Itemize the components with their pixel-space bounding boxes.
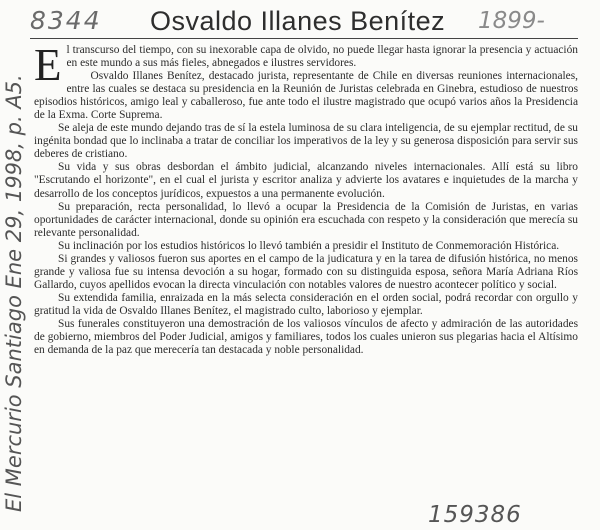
handwritten-source-note: El Mercurio Santiago Ene 29, 1998, p. A5.: [2, 74, 26, 512]
article-title: Osvaldo Illanes Benítez: [150, 6, 446, 36]
article-paragraph: Sus funerales constituyeron una demostración de los valiosos vínculos de afecto y admiración de las autoridades de gobierno, miembros del Poder Judicial, amigos y familiares, todos los cuales unieron sus plegarias hacia el Altísimo en demanda de la paz que merecería tan destacada y noble personalidad.: [34, 317, 578, 357]
article-paragraph: [34, 40, 578, 90]
article-paragraph: Su inclinación por los estudios históricos lo llevó también a presidir el Instituto de Conmemoración Histórica.: [58, 239, 560, 252]
article-paragraph: Su extendida familia, enraizada en la más selecta consideración en el orden social, podrá recordar con orgullo y gratitud la vida de Osvaldo Illanes Benítez, el magistrado culto, laborioso y ejemplar.: [34, 291, 578, 317]
article-paragraph: Se aleja de este mundo dejando tras de sí la estela luminosa de su clara inteligencia, de su ejemplar rectitud, de su ingénita bondad que lo inclinaba a tratar de conciliar los imperativos de la ley y su generosa disposición para servir sus deberes de cristiano.: [34, 122, 578, 161]
title-rule: [30, 38, 578, 39]
paragraph-text: l transcurso del tiempo, con su inexorable capa de olvido, no puede llegar hasta ignorar la presencia y actuación en este mundo a sus más fieles, abnegados e ilustres servidores.: [66, 44, 578, 70]
article-paragraph: Osvaldo Illanes Benítez, destacado jurista, representante de Chile en diversas reuniones internacionales, entre las cuales se destaca su presidencia en la Reunión de Juristas celebrada en Ginebra, estudioso de nuestros episodios históricos, amigo leal y caballeroso, fue ante todo el ilustre magistrado que ocupó varios años la Presidencia de la Exma. Corte Suprema.: [34, 70, 578, 122]
handwritten-catalog-number: 8344: [30, 6, 102, 35]
handwritten-footer-number: 159386: [428, 502, 522, 528]
article-paragraph: Su vida y sus obras desbordan el ámbito judicial, alcanzando niveles internacionales. Allí está su libro "Escrutando el horizonte", en el cual el jurista y escritor analiza y advierte los avatares e inquietudes de la marcha y desarrollo de los conceptos jurídicos, expuestos a una permanente evolución.: [34, 161, 578, 200]
article-body: [34, 40, 578, 510]
handwritten-year: 1899-: [478, 8, 545, 34]
article-paragraph: Si grandes y valiosos fueron sus aportes en el campo de la judicatura y en la tarea de difusión histórica, no menos grande y valiosa fue su intensa devoción a su hogar, formado con su distinguida esposa, señora María Adriana Ríos Gallardo, cuyos apellidos evocan la directa vinculación con notables valores de nuestro acontecer político y social.: [34, 252, 578, 291]
article-paragraph: Su preparación, recta personalidad, lo llevó a ocupar la Presidencia de la Comisión de Juristas, en varias oportunidades de carácter internacional, donde su opinión era escuchada con respeto y la consideración que merecía su relevante personalidad.: [34, 200, 578, 239]
drop-cap: E: [34, 40, 62, 90]
